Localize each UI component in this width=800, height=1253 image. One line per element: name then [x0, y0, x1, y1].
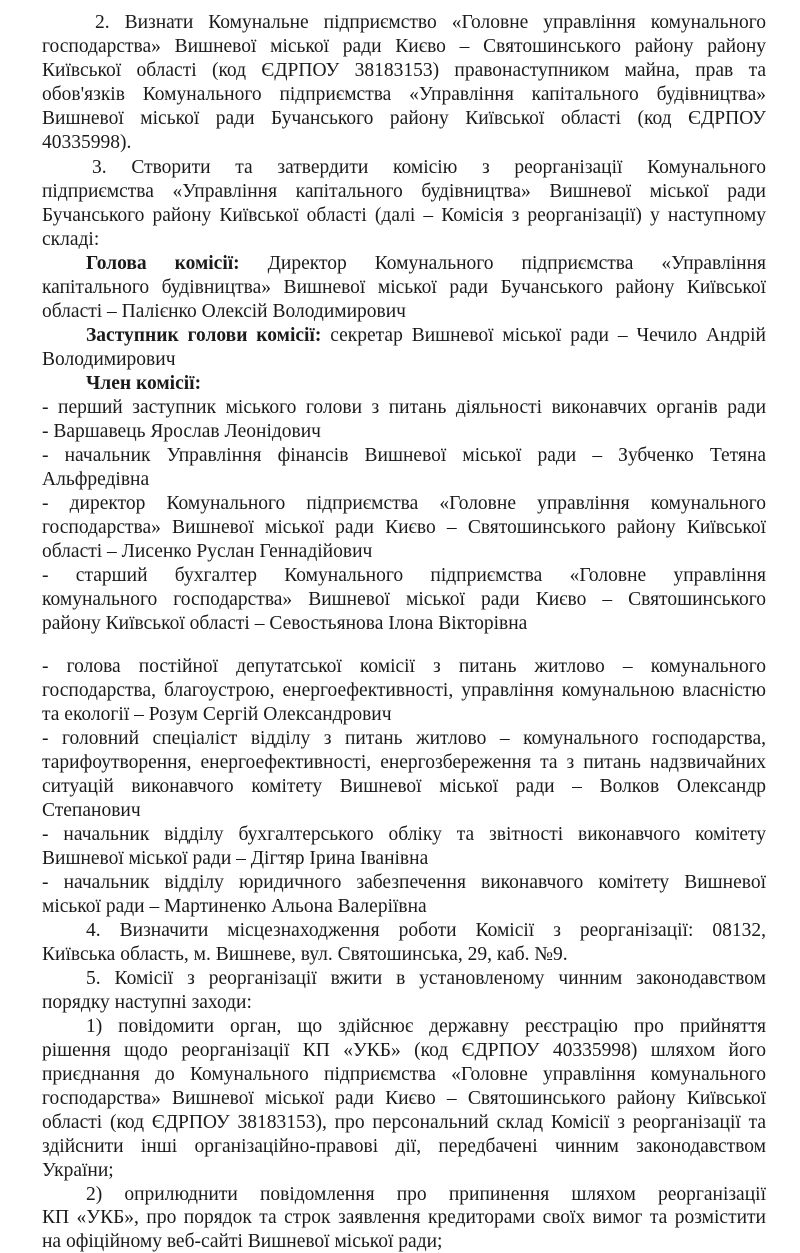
- text-line: району Київської області – Севостьянова Ілона Вікторівна: [42, 613, 528, 634]
- text-run: секретар Вишневої міської ради – Чечило Андрій: [321, 325, 766, 346]
- text-line: приєднання до Комунального підприємства «Головне управління комунального: [42, 1064, 766, 1085]
- text-line: області – Лисенко Руслан Геннадійович: [42, 541, 373, 562]
- text-run: Директор Комунального підприємства «Управління: [239, 253, 766, 274]
- text-line: на офіційному веб-сайті Вишневої міської ради;: [42, 1231, 443, 1252]
- text-line: Київська область, м. Вишневе, вул. Святошинська, 29, каб. №9.: [42, 944, 568, 965]
- text-line: області – Палієнко Олексій Володимирович: [42, 301, 406, 322]
- bold-heading: Заступник голови комісії:: [86, 325, 322, 346]
- text-line: та екології – Розум Сергій Олександрович: [42, 704, 392, 725]
- text-line: [86, 373, 766, 395]
- text-line: - директор Комунального підприємства «Головне управління комунального: [42, 493, 766, 514]
- text-line: - перший заступник міського голови з питань діяльності виконавчих органів ради: [42, 397, 766, 418]
- text-line: 2) оприлюднити повідомлення про припинення шляхом реорганізації: [86, 1184, 766, 1205]
- text-line: 1) повідомити орган, що здійснює державну реєстрацію про прийняття: [86, 1016, 766, 1037]
- text-line: здійснити інші організаційно-правові дії, передбачені чинним законодавством: [42, 1136, 766, 1157]
- text-line: підприємства «Управління капітального будівництва» Вишневої міської ради: [42, 181, 766, 202]
- text-line: [86, 253, 766, 275]
- text-line: комунального господарства» Вишневої міської ради Києво – Святошинського: [42, 589, 766, 610]
- text-line: господарства, благоустрою, енергоефективності, управління комунальною власністю: [42, 680, 766, 701]
- text-line: - голова постійної депутатської комісії з питань житлово – комунального: [42, 656, 766, 677]
- text-line: 2. Визнати Комунальне підприємство «Головне управління комунального: [95, 12, 766, 33]
- text-line: господарства» Вишневої міської ради Києво – Святошинського району Київської: [42, 1088, 766, 1109]
- bold-heading: Голова комісії:: [86, 253, 240, 274]
- text-line: Альфредівна: [42, 469, 150, 490]
- text-line: Володимирович: [42, 349, 176, 370]
- text-line: - Варшавець Ярослав Леонідович: [42, 421, 321, 442]
- text-line: - головний спеціаліст відділу з питань житлово – комунального господарства,: [42, 728, 766, 749]
- text-line: ситуацій виконавчого комітету Вишневої міської ради – Волков Олександр: [42, 776, 766, 797]
- bold-heading: Член комісії:: [86, 373, 202, 394]
- text-line: складі:: [42, 229, 100, 250]
- text-line: 5. Комісії з реорганізації вжити в установленому чинним законодавством: [86, 968, 766, 989]
- text-line: господарства» Вишневої міської ради Києво – Святошинського району Київської: [42, 517, 766, 538]
- text-line: капітального будівництва» Вишневої міської ради Бучанського району Київської: [42, 277, 766, 298]
- text-line: господарства» Вишневої міської ради Києво – Святошинського району району: [42, 36, 766, 57]
- text-line: - начальник Управління фінансів Вишневої міської ради – Зубченко Тетяна: [42, 445, 766, 466]
- text-line: рішення щодо реорганізації КП «УКБ» (код ЄДРПОУ 40335998) шляхом його: [42, 1040, 766, 1061]
- text-line: обов'язків Комунального підприємства «Управління капітального будівництва»: [42, 84, 766, 105]
- text-line: Бучанського району Київської області (далі – Комісія з реорганізації) у наступному: [42, 205, 766, 226]
- text-line: Степанович: [42, 800, 141, 821]
- text-line: області (код ЄДРПОУ 38183153), про персональний склад Комісії з реорганізації та: [42, 1112, 766, 1133]
- text-line: Вишневої міської ради – Дігтяр Ірина Іванівна: [42, 848, 429, 869]
- text-line: - начальник відділу юридичного забезпечення виконавчого комітету Вишневої: [42, 872, 766, 893]
- text-line: 3. Створити та затвердити комісію з реорганізації Комунального: [92, 157, 766, 178]
- text-line: КП «УКБ», про порядок та строк заявлення кредиторами своїх вимог та розмістити: [42, 1207, 766, 1228]
- text-line: - начальник відділу бухгалтерського обліку та звітності виконавчого комітету: [42, 824, 766, 845]
- text-line: України;: [42, 1160, 114, 1181]
- text-line: - старший бухгалтер Комунального підприємства «Головне управління: [42, 565, 766, 586]
- text-line: міської ради – Мартиненко Альона Валеріївна: [42, 896, 427, 917]
- text-line: порядку наступні заходи:: [42, 992, 252, 1013]
- text-line: тарифоутворення, енергоефективності, енергозбереження та з питань надзвичайних: [42, 752, 766, 773]
- text-line: 4. Визначити місцезнаходження роботи Комісії з реорганізації: 08132,: [86, 920, 766, 941]
- text-line: Київської області (код ЄДРПОУ 38183153) правонаступником майна, прав та: [42, 60, 766, 81]
- text-line: Вишневої міської ради Бучанського району Київської області (код ЄДРПОУ: [42, 108, 766, 129]
- text-line: [86, 325, 766, 347]
- text-line: 40335998).: [42, 132, 132, 153]
